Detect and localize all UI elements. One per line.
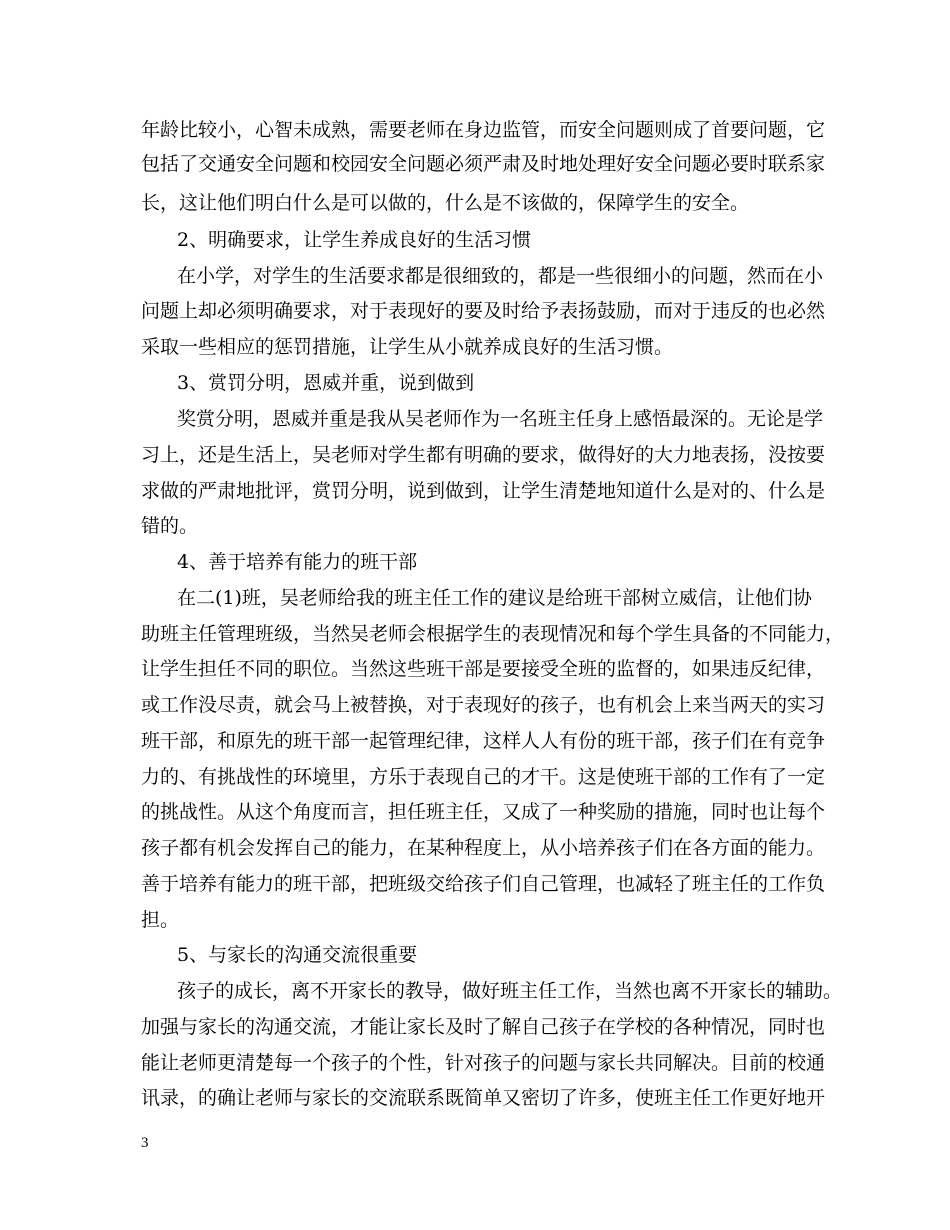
text-line: 奖赏分明，恩威并重是我从吴老师作为一名班主任身上感悟最深的。无论是学 — [177, 408, 824, 430]
text-line: 长，这让他们明白什么是可以做的，什么是不该做的，保障学生的安全。 — [141, 192, 750, 214]
text-line: 年龄比较小，心智未成熟，需要老师在身边监管，而安全问题则成了首要问题，它 — [141, 119, 826, 141]
text-line: 助班主任管理班级，当然吴老师会根据学生的表现情况和每个学生具备的不同能力， — [141, 623, 845, 645]
text-line: 担。 — [141, 909, 180, 931]
text-line: 孩子都有机会发挥自己的能力，在某种程度上，从小培养孩子们在各方面的能力。 — [141, 837, 826, 859]
section-heading: 2、明确要求，让学生养成良好的生活习惯 — [177, 229, 532, 251]
text-line: 的挑战性。从这个角度而言，担任班主任，又成了一种奖励的措施，同时也让每个 — [141, 801, 826, 823]
text-line: 善于培养有能力的班干部，把班级交给孩子们自己管理，也减轻了班主任的工作负 — [141, 873, 826, 895]
text-line: 加强与家长的沟通交流，才能让家长及时了解自己孩子在学校的各种情况，同时也 — [141, 1016, 826, 1038]
text-line: 班干部，和原先的班干部一起管理纪律，这样人人有份的班干部，孩子们在有竞争 — [141, 730, 826, 752]
section-heading: 5、与家长的沟通交流很重要 — [177, 944, 418, 966]
text-line: 或工作没尽责，就会马上被替换，对于表现好的孩子，也有机会上来当两天的实习 — [141, 694, 826, 716]
page-number: 3 — [141, 1135, 149, 1151]
text-line: 在二(1)班，吴老师给我的班主任工作的建议是给班干部树立威信，让他们协 — [177, 587, 812, 609]
section-heading: 4、善于培养有能力的班干部 — [177, 551, 418, 573]
text-line: 力的、有挑战性的环境里，方乐于表现自己的才干。这是使班干部的工作有了一定 — [141, 766, 826, 788]
text-line: 错的。 — [141, 515, 199, 537]
text-line: 包括了交通安全问题和校园安全问题必须严肃及时地处理好安全问题必要时联系家 — [141, 153, 826, 175]
section-heading: 3、赏罚分明，恩威并重，说到做到 — [177, 372, 475, 394]
text-line: 在小学，对学生的生活要求都是很细致的，都是一些很细小的问题，然而在小 — [177, 265, 824, 287]
text-line: 讯录，的确让老师与家长的交流联系既简单又密切了许多，使班主任工作更好地开 — [141, 1087, 826, 1109]
text-line: 让学生担任不同的职位。当然这些班干部是要接受全班的监督的，如果违反纪律， — [141, 658, 826, 680]
text-line: 能让老师更清楚每一个孩子的个性，针对孩子的问题与家长共同解决。目前的校通 — [141, 1052, 826, 1074]
text-line: 采取一些相应的惩罚措施，让学生从小就养成良好的生活习惯。 — [141, 336, 674, 358]
text-line: 习上，还是生活上，吴老师对学生都有明确的要求，做得好的大力地表扬，没按要 — [141, 444, 826, 466]
text-line: 孩子的成长，离不开家长的教导，做好班主任工作，当然也离不开家长的辅助。 — [177, 980, 843, 1002]
text-line: 问题上却必须明确要求，对于表现好的要及时给予表扬鼓励，而对于违反的也必然 — [141, 300, 826, 322]
text-line: 求做的严肃地批评，赏罚分明，说到做到，让学生清楚地知道什么是对的、什么是 — [141, 480, 826, 502]
